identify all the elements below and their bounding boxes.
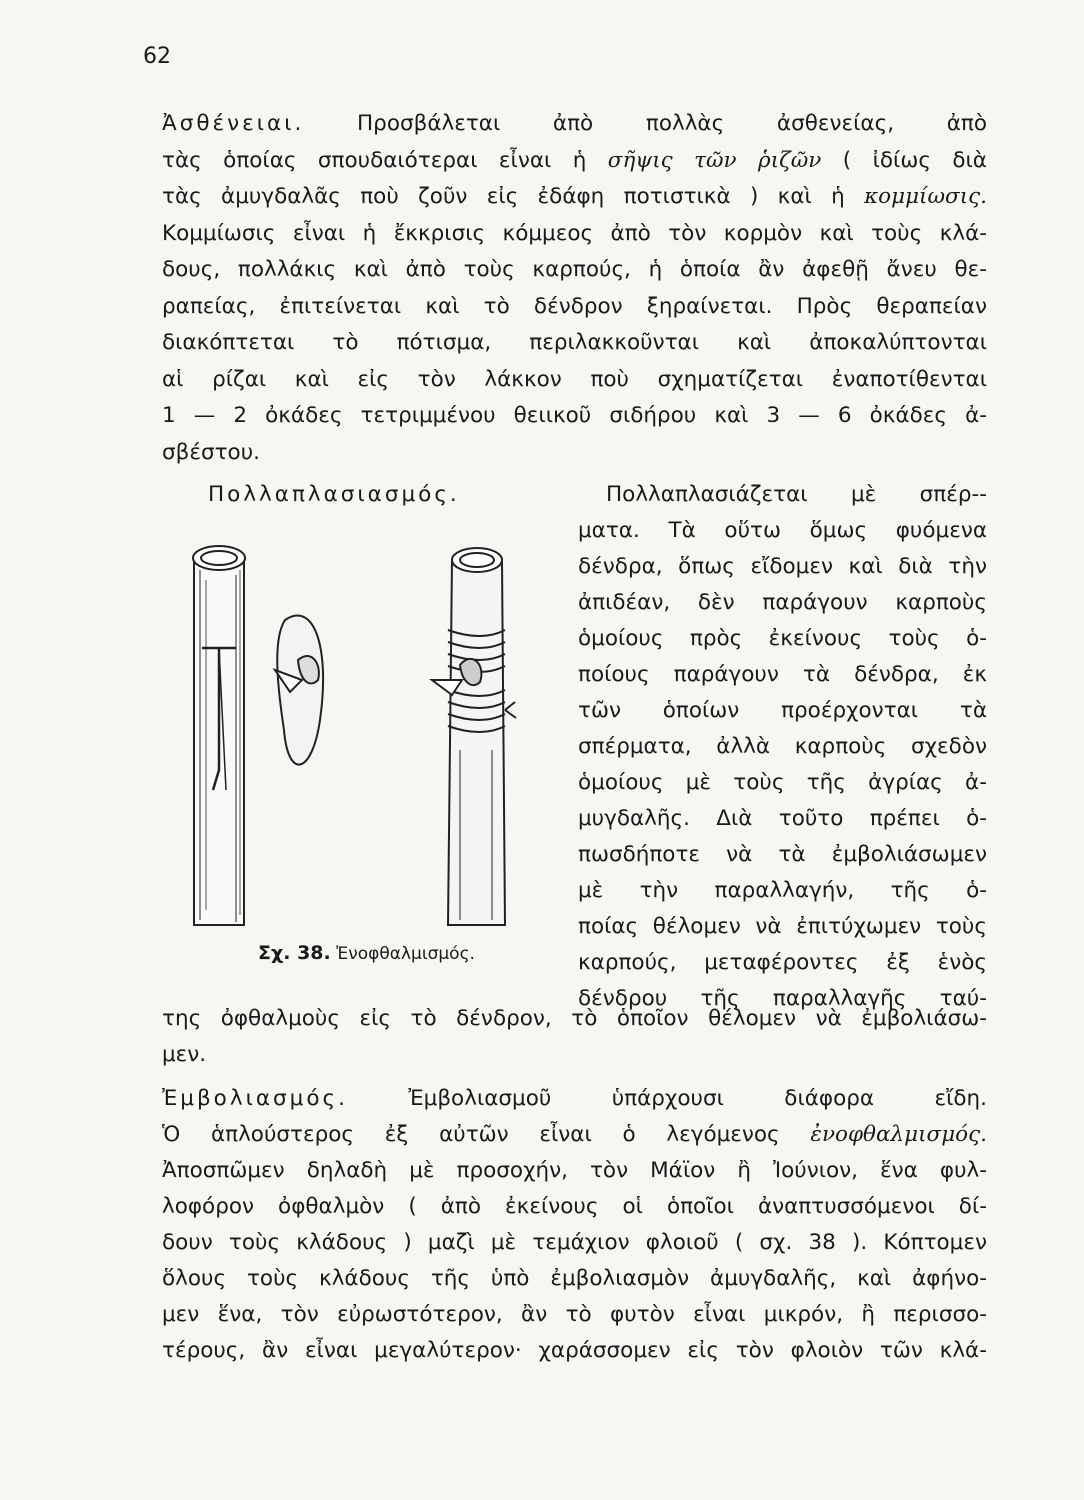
text-line: ματα. Τὰ οὕτω ὅμως φυόμενα xyxy=(578,518,987,543)
text-line: τέρους, ἂν εἶναι μεγαλύτερον· χαράσσομεν εἰς τὸν φλοιὸν τῶν κλά- xyxy=(162,1338,987,1363)
text-line: ραπείας, ἐπιτείνεται καὶ τὸ δένδρον ξηραίνεται. Πρὸς θεραπείαν xyxy=(162,294,987,319)
text-line: τῶν ὁποίων προέρχονται τὰ xyxy=(578,698,987,723)
text-line: τὰς ἀμυγδαλᾶς ποὺ ζοῦν εἰς ἐδάφη ποτιστικὰ ) καὶ ἡ κομμίωσις. xyxy=(162,184,987,209)
text-line: σπέρματα, ἀλλὰ καρποὺς σχεδὸν xyxy=(578,734,987,759)
text-line: ποίας θέλομεν νὰ ἐπιτύχωμεν τοὺς xyxy=(578,914,987,939)
section-heading-diseases: Ἀσθένειαι. xyxy=(162,111,305,136)
text-line: Ἀσθένειαι. Προσβάλεται ἀπὸ πολλὰς ἀσθενείας, ἀπὸ xyxy=(162,111,987,136)
text-line: Ἀποσπῶμεν δηλαδὴ μὲ προσοχήν, τὸν Μάϊον ἢ Ἰούνιον, ἕνα φυλ- xyxy=(162,1158,987,1183)
text-line: μὲ τὴν παραλλαγήν, τῆς ὁ- xyxy=(578,878,987,903)
text-line: αἱ ρίζαι καὶ εἰς τὸν λάκκον ποὺ σχηματίζεται ἐναποτίθενται xyxy=(162,367,987,392)
text-line: μυγδαλῆς. Διὰ τοῦτο πρέπει ὁ- xyxy=(578,806,987,831)
bud-shield xyxy=(275,616,323,765)
text-line: διακόπτεται τὸ πότισμα, περιλακκοῦνται καὶ ἀποκαλύπτονται xyxy=(162,330,987,355)
italic-term: ἐνοφθαλμισμός. xyxy=(810,1122,987,1147)
section-heading-propagation: Πολλαπλασιασμός. xyxy=(208,482,460,507)
stem-with-t-cut xyxy=(193,546,245,925)
page-number: 62 xyxy=(143,44,171,69)
text-line: Ὁ ἁπλούστερος ἐξ αὐτῶν εἶναι ὁ λεγόμενος ἐνοφθαλμισμός. xyxy=(162,1122,987,1147)
text-line: ὁμοίους μὲ τοὺς τῆς ἀγρίας ἀ- xyxy=(578,770,987,795)
text-line: τὰς ὁποίας σπουδαιότεραι εἶναι ἡ σῆψις τῶν ῥιζῶν ( ἰδίως διὰ xyxy=(162,148,987,173)
italic-term: κομμίωσις. xyxy=(864,184,987,209)
text-line: πωσδήποτε νὰ τὰ ἐμβολιάσωμεν xyxy=(578,842,987,867)
figure-caption: Σχ. 38. Ἐνοφθαλμισμός. xyxy=(258,942,475,964)
text-line: δένδρα, ὅπως εἴδομεν καὶ διὰ τὴν xyxy=(578,554,987,579)
italic-term: σῆψις τῶν ῥιζῶν xyxy=(607,148,822,173)
text-line: Ἐμβολιασμός. Ἐμβολιασμοῦ ὑπάρχουσι διάφορα εἴδη. xyxy=(162,1086,987,1111)
text-line: λοφόρον ὀφθαλμὸν ( ἀπὸ ἐκείνους οἱ ὁποῖοι ἀναπτυσσόμενοι δί- xyxy=(162,1194,987,1219)
text-line: δουν τοὺς κλάδους ) μαζὶ μὲ τεμάχιον φλοιοῦ ( σχ. 38 ). Κόπτομεν xyxy=(162,1230,987,1255)
text-line: ἀπιδέαν, δὲν παράγουν καρποὺς xyxy=(578,590,987,615)
text-line: μεν ἕνα, τὸν εὐρωστότερον, ἂν τὸ φυτὸν εἶναι μικρόν, ἢ περισσο- xyxy=(162,1302,987,1327)
text-line: δους, πολλάκις καὶ ἀπὸ τοὺς καρπούς, ἡ ὁποία ἂν ἀφεθῇ ἄνευ θε- xyxy=(162,257,987,282)
text-line: ὅλους τοὺς κλάδους τῆς ὑπὸ ἐμβολιασμὸν ἀμυγδαλῆς, καὶ ἀφήνο- xyxy=(162,1266,987,1291)
text-line: σβέστου. xyxy=(162,440,260,465)
budding-illustration xyxy=(180,530,520,950)
text-line: μεν. xyxy=(162,1042,207,1067)
text-line: της ὀφθαλμοὺς εἰς τὸ δένδρον, τὸ ὁποῖον θέλομεν νὰ ἐμβολιάσω- xyxy=(162,1006,987,1031)
section-heading-grafting: Ἐμβολιασμός. xyxy=(162,1086,348,1111)
text-line: Κομμίωσις εἶναι ἡ ἔκκρισις κόμμεος ἀπὸ τὸν κορμὸν καὶ τοὺς κλά- xyxy=(162,221,987,246)
text-line: δένδρου τῆς παραλλαγῆς ταύ- xyxy=(578,986,987,1011)
stem-with-inserted-bud xyxy=(432,548,516,925)
text-line: Πολλαπλασιάζεται μὲ σπέρ-- xyxy=(606,482,987,507)
text-line: 1 — 2 ὀκάδες τετριμμένου θειικοῦ σιδήρου καὶ 3 — 6 ὀκάδες ἀ- xyxy=(162,403,987,428)
text-line: ποίους παράγουν τὰ δένδρα, ἐκ xyxy=(578,662,987,687)
text-line: ὁμοίους πρὸς ἐκείνους τοὺς ὁ- xyxy=(578,626,987,651)
text-line: καρπούς, μεταφέροντες ἐξ ἑνὸς xyxy=(578,950,987,975)
